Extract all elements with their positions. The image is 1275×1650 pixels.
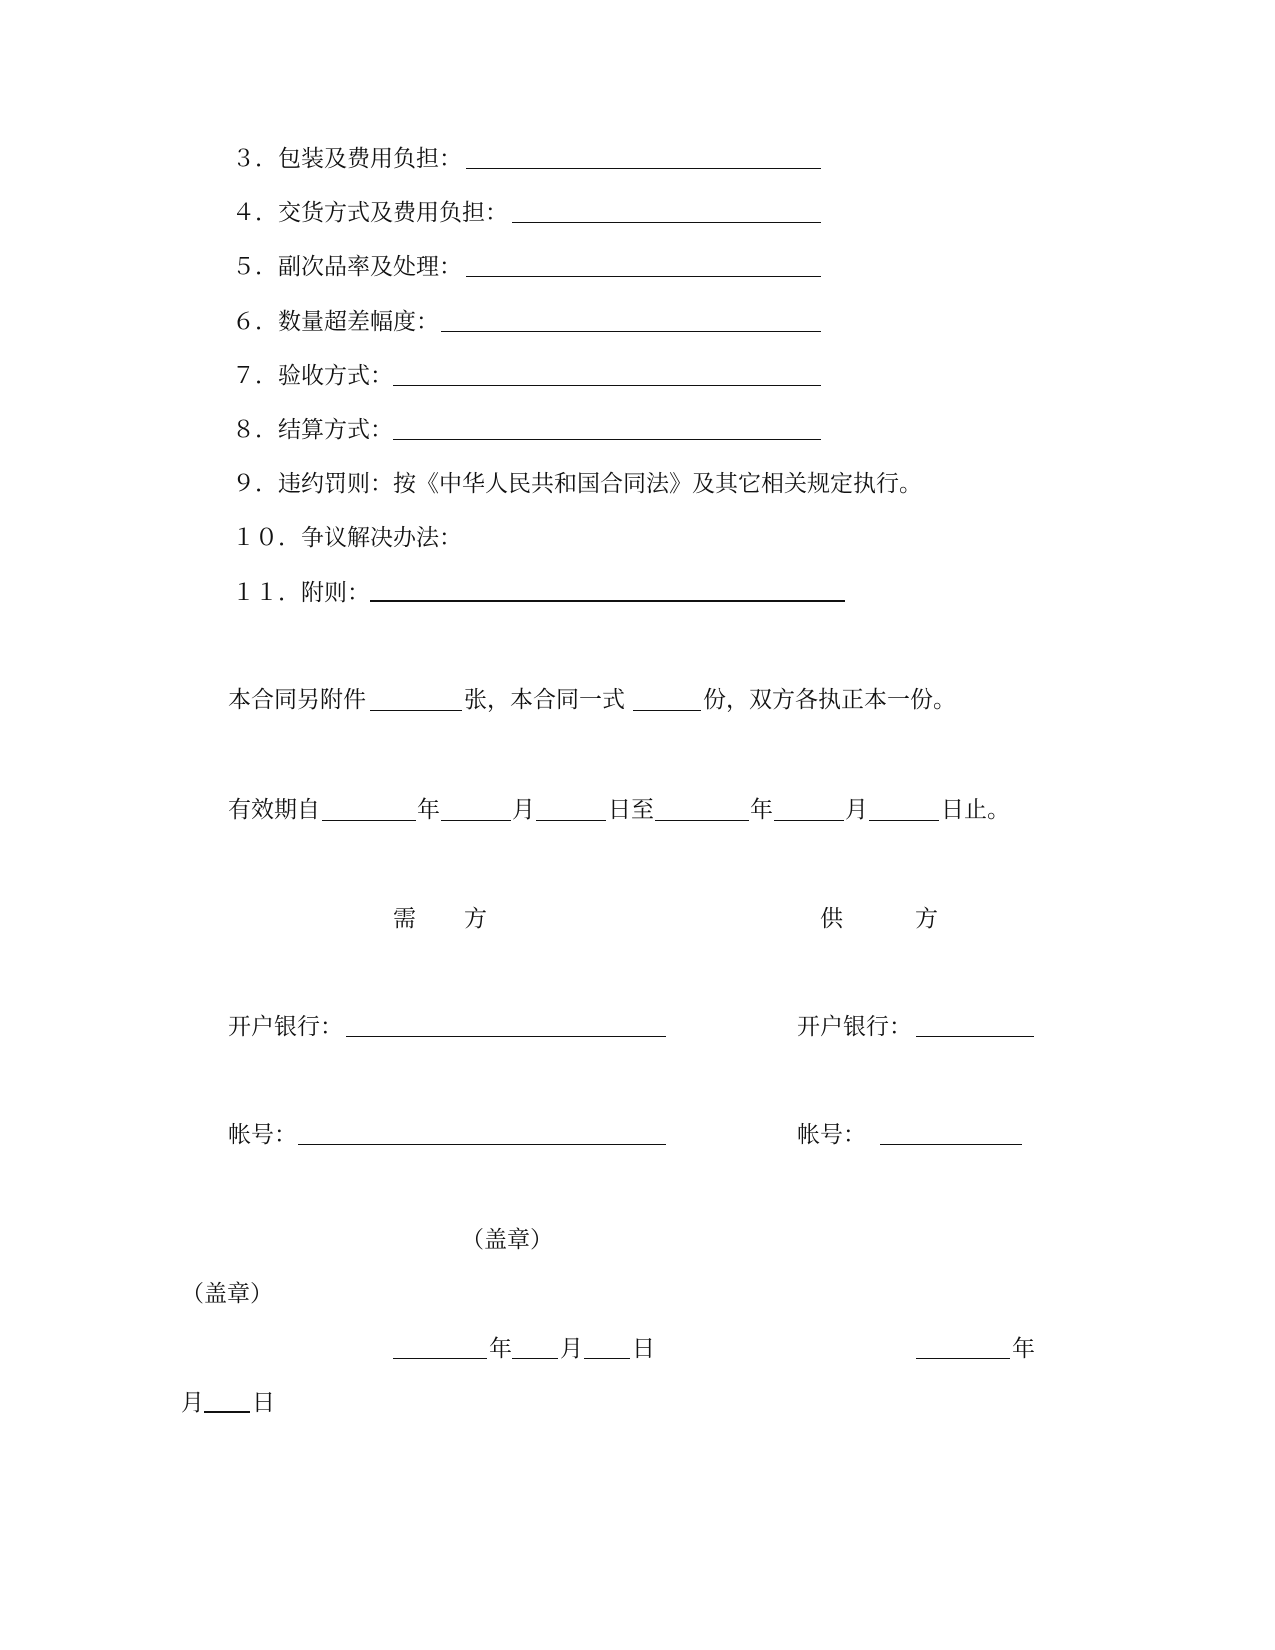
- clause-text: 交货方式及费用负担：: [278, 200, 508, 226]
- clause-number: １０．: [232, 525, 301, 551]
- start-month-blank[interactable]: [441, 820, 511, 821]
- validity-prefix: 有效期自: [228, 797, 320, 823]
- clause-text: 附则：: [301, 580, 370, 606]
- clause-text: 争议解决办法：: [301, 525, 462, 551]
- buyer-date-day-blank[interactable]: [584, 1358, 630, 1359]
- clause-text: 包装及费用负担：: [278, 146, 462, 172]
- buyer-heading-char-2: 方: [464, 906, 487, 932]
- seller-date-year-label: 年: [1012, 1336, 1035, 1362]
- clause-number: ９．: [232, 471, 278, 497]
- clause-6: [232, 308, 439, 336]
- clause-number: ４．: [232, 200, 278, 226]
- end-day-label: 日止。: [941, 797, 1010, 823]
- packaging-blank-line[interactable]: [466, 168, 821, 169]
- seller-date-year-blank[interactable]: [916, 1358, 1010, 1359]
- clause-text: 副次品率及处理：: [278, 254, 462, 280]
- seller-bank-blank[interactable]: [916, 1036, 1034, 1037]
- clause-text: 结算方式：: [278, 417, 393, 443]
- clause-text: 违约罚则：按《中华人民共和国合同法》及其它相关规定执行。: [278, 471, 922, 497]
- clause-number: ７．: [232, 363, 278, 389]
- start-month-label: 月: [512, 797, 535, 823]
- buyer-bank-blank[interactable]: [346, 1036, 666, 1037]
- seller-account-label: 帐号：: [797, 1122, 866, 1148]
- seller-heading-char-1: 供: [820, 906, 843, 932]
- clause-text: 验收方式：: [278, 363, 393, 389]
- clause-number: ８．: [232, 417, 278, 443]
- seller-date-day-label: 日: [252, 1390, 275, 1416]
- end-year-blank[interactable]: [655, 820, 749, 821]
- seller-date-month-label: 月: [181, 1390, 204, 1416]
- quantity-tolerance-blank-line[interactable]: [441, 331, 821, 332]
- delivery-blank-line[interactable]: [512, 222, 821, 223]
- clause-10: [232, 524, 462, 552]
- clause-7: [232, 362, 393, 390]
- buyer-date-year-label: 年: [489, 1336, 512, 1362]
- defect-rate-blank-line[interactable]: [466, 276, 821, 277]
- end-month-blank[interactable]: [774, 820, 844, 821]
- buyer-date-month-label: 月: [560, 1336, 583, 1362]
- clause-number: ３．: [232, 146, 278, 172]
- buyer-bank-label: 开户银行：: [228, 1014, 343, 1040]
- clause-3: [232, 145, 462, 173]
- clause-number: ５．: [232, 254, 278, 280]
- buyer-date-day-label: 日: [632, 1336, 655, 1362]
- buyer-account-blank[interactable]: [298, 1144, 666, 1145]
- clause-8: [232, 416, 393, 444]
- seller-account-blank[interactable]: [880, 1144, 1022, 1145]
- start-day-label: 日至: [608, 797, 654, 823]
- clause-11: [232, 579, 370, 607]
- start-year-label: 年: [417, 797, 440, 823]
- copies-count-blank[interactable]: [633, 710, 701, 711]
- seller-date-day-blank[interactable]: [204, 1411, 250, 1413]
- attachment-label-1: 本合同另附件: [228, 687, 366, 713]
- clause-number: １１．: [232, 580, 301, 606]
- attachment-label-2: 张，本合同一式: [464, 687, 625, 713]
- clause-9: [232, 470, 922, 498]
- appendix-blank-line[interactable]: [370, 600, 845, 602]
- seller-bank-label: 开户银行：: [797, 1014, 912, 1040]
- seller-heading-char-2: 方: [915, 906, 938, 932]
- attachment-label-3: 份，双方各执正本一份。: [703, 687, 956, 713]
- clause-4: [232, 199, 508, 227]
- buyer-heading-char-1: 需: [393, 906, 416, 932]
- start-year-blank[interactable]: [322, 820, 416, 821]
- clause-5: [232, 253, 462, 281]
- buyer-account-label: 帐号：: [228, 1122, 297, 1148]
- end-month-label: 月: [845, 797, 868, 823]
- clause-text: 数量超差幅度：: [278, 309, 439, 335]
- buyer-date-month-blank[interactable]: [512, 1358, 558, 1359]
- inspection-blank-line[interactable]: [393, 385, 821, 386]
- start-day-blank[interactable]: [536, 820, 606, 821]
- end-day-blank[interactable]: [869, 820, 939, 821]
- clause-number: ６．: [232, 309, 278, 335]
- buyer-date-year-blank[interactable]: [393, 1358, 487, 1359]
- seal-label-1: （盖章）: [461, 1227, 553, 1253]
- attachment-count-blank[interactable]: [370, 710, 462, 711]
- end-year-label: 年: [750, 797, 773, 823]
- seal-label-2: （盖章）: [181, 1281, 273, 1307]
- settlement-blank-line[interactable]: [393, 439, 821, 440]
